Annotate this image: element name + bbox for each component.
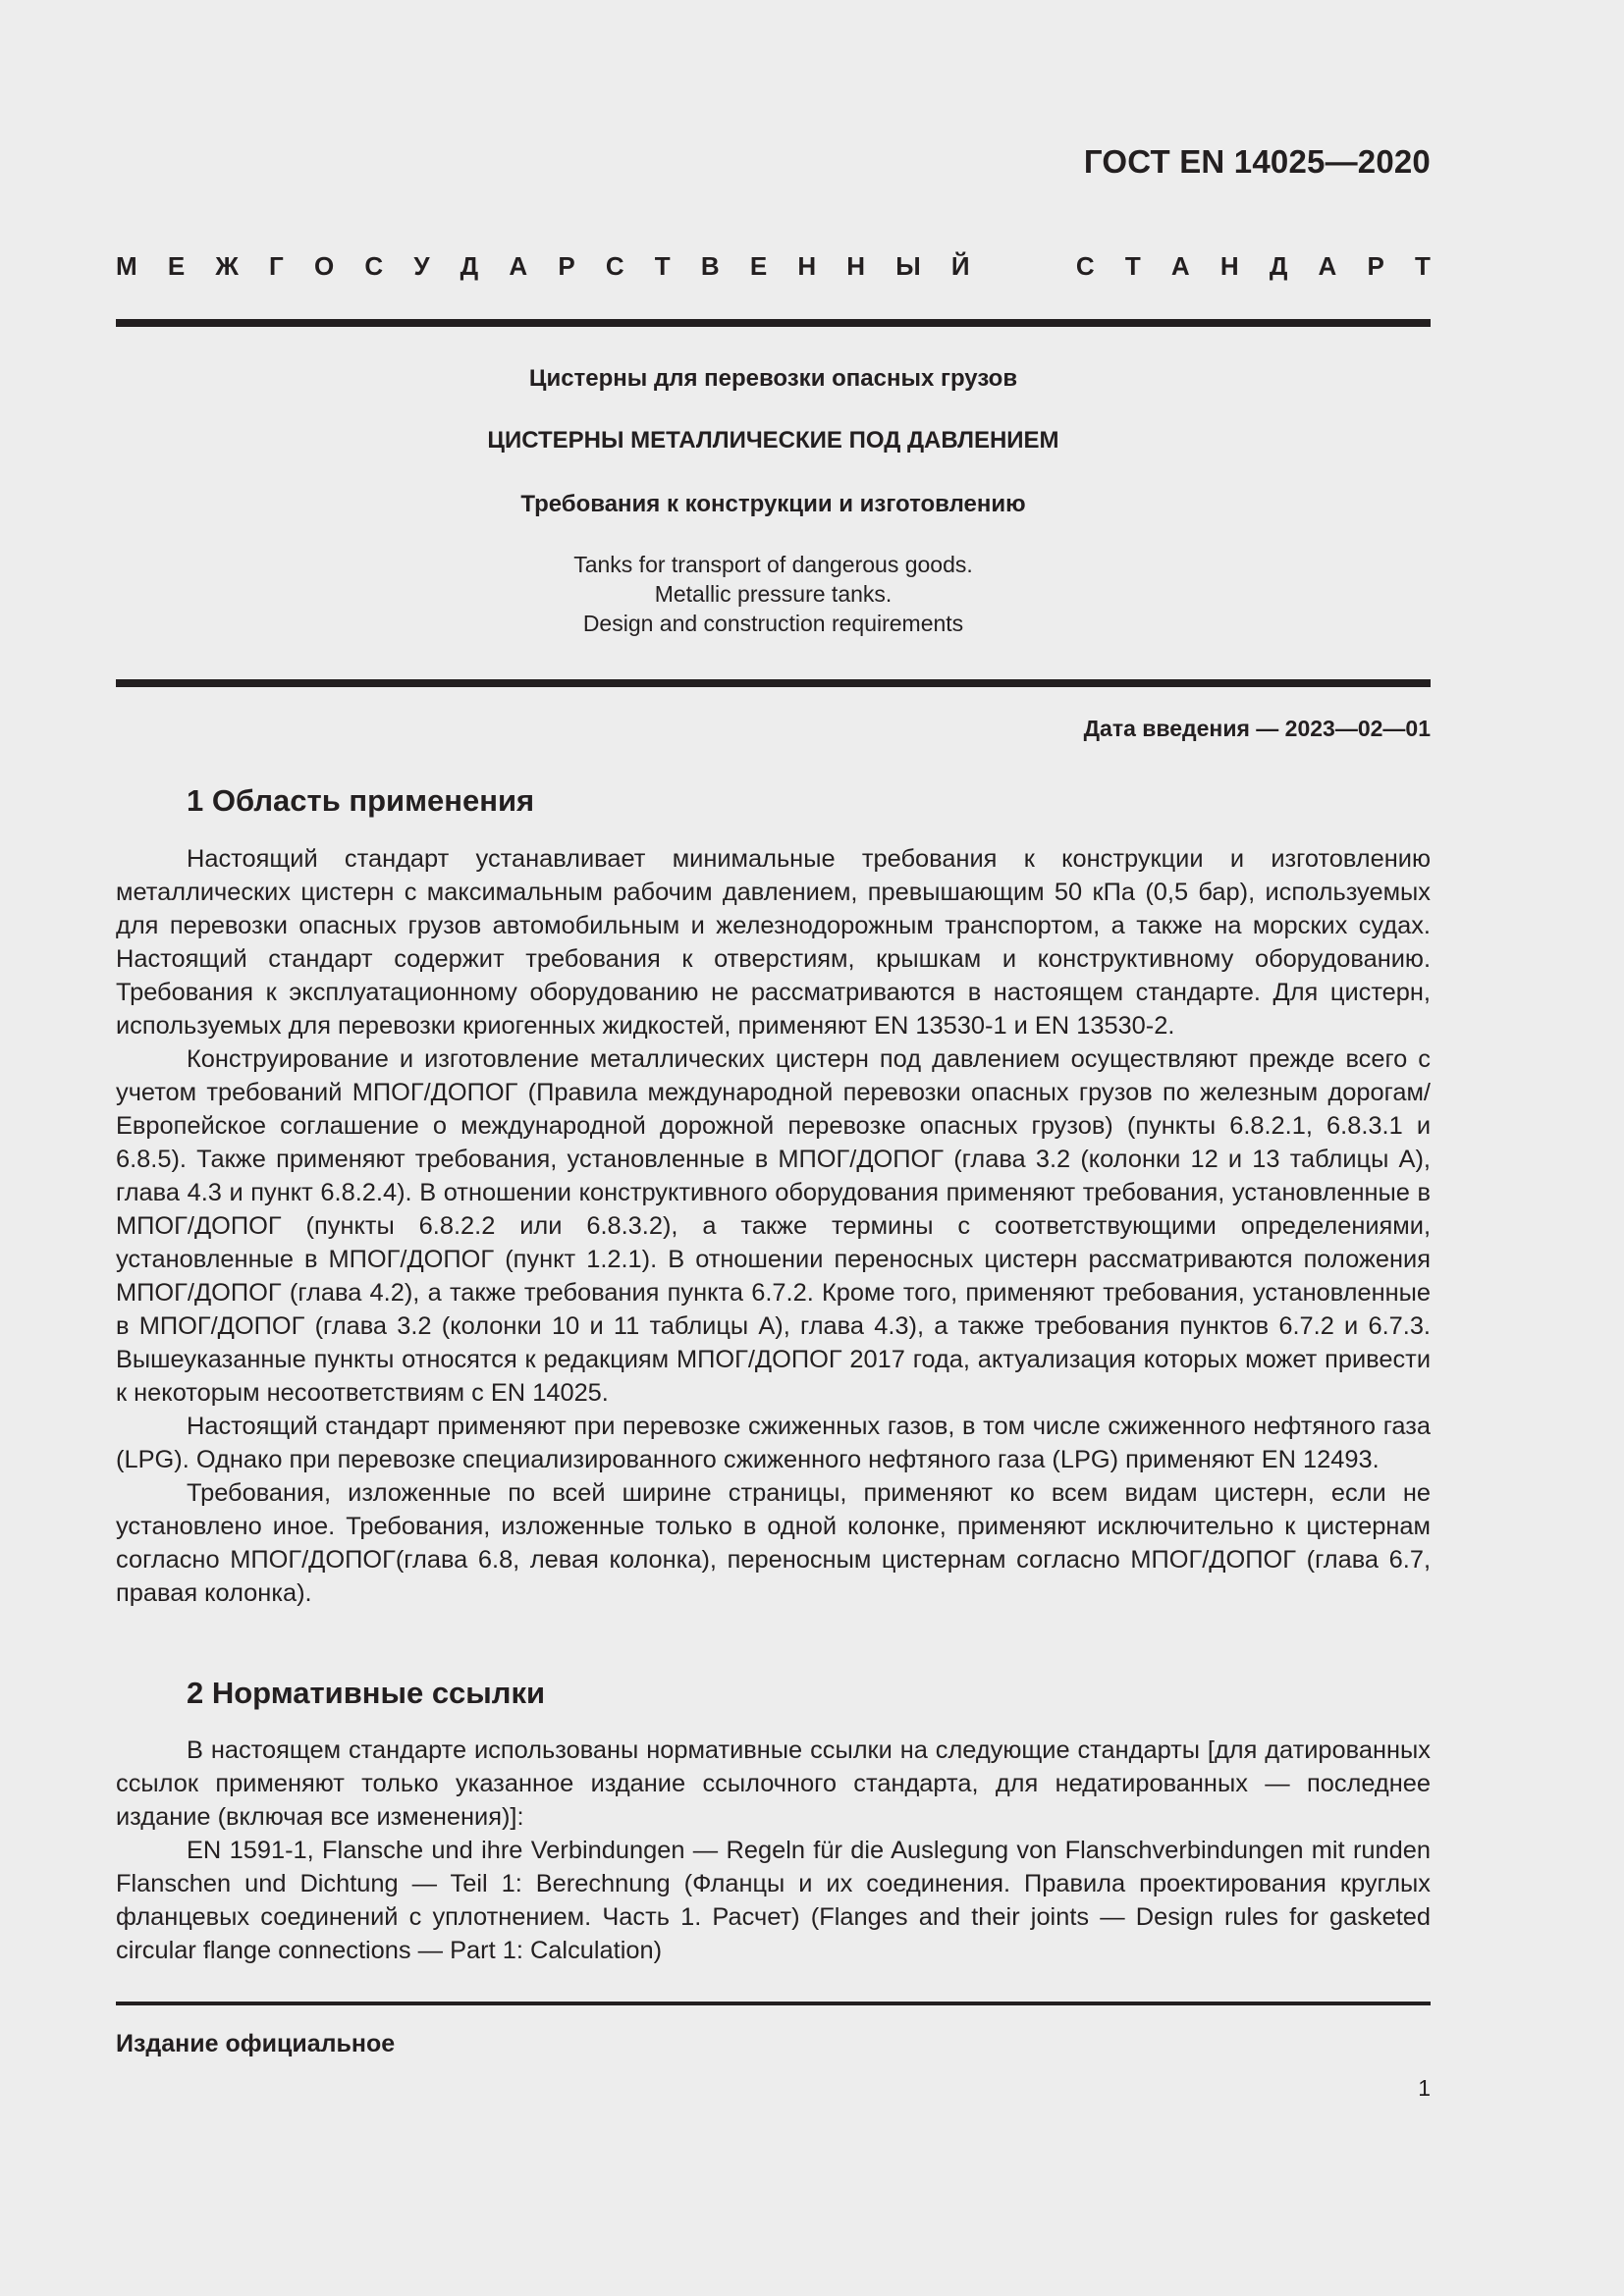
banner-letter: Н <box>846 251 866 281</box>
paragraph: В настоящем стандарте использованы нормативные ссылки на следующие стандарты [для датированных ссылок применяют только указанное издание ссылочного стандарта, для недатированных — последнее издание (включая все изменения)]: <box>116 1736 1431 1831</box>
section-1-body <box>116 842 1431 1610</box>
banner-letter: Р <box>1367 251 1384 281</box>
banner-letter: Е <box>749 251 768 281</box>
banner-letter: Г <box>269 251 284 281</box>
paragraph: Требования, изложенные по всей ширине страницы, применяют ко всем видам цистерн, если не установлено иное. Требования, изложенные только в одной колонке, применяют исключительно к цистернам согласно МПОГ/ДОПОГ(глава 6.8, левая колонка), переносным цистернам согласно МПОГ/ДОПОГ (глава 6.7, правая колонка). <box>116 1479 1431 1607</box>
footer-divider <box>116 2002 1431 2005</box>
paragraph: EN 1591-1, Flansche und ihre Verbindungen — Regeln für die Auslegung von Flanschverbindungen mit runden Flanschen und Dichtung — Teil 1: Berechnung (Фланцы и их соединения. Правила проектирования круглых фланцевых соединений с уплотнением. Часть 1. Расчет) (Flanges and their joints — Design rules for gasketed circular flange connections — Part 1: Calculation) <box>116 1837 1431 1964</box>
english-title-line-1: Tanks for transport of dangerous goods. <box>573 552 973 577</box>
paragraph: Настоящий стандарт применяют при перевозке сжиженных газов, в том числе сжиженного нефтяного газа (LPG). Однако при перевозке специализированного сжиженного нефтяного газа (LPG) применяют EN 12493. <box>116 1413 1431 1473</box>
banner-letter: Т <box>1124 251 1141 281</box>
banner-letter: Е <box>167 251 186 281</box>
banner-letter: Р <box>558 251 575 281</box>
banner-letter: У <box>413 251 430 281</box>
banner-letter: С <box>605 251 624 281</box>
banner-letter: А <box>1318 251 1337 281</box>
title-line-3: Требования к конструкции и изготовлению <box>520 491 1026 517</box>
banner-letter: Т <box>654 251 671 281</box>
banner-letter: В <box>700 251 720 281</box>
interstate-standard-banner <box>116 251 1431 282</box>
paragraph: Настоящий стандарт устанавливает минимальные требования к конструкции и изготовлению металлических цистерн с максимальным рабочим давлением, превышающим 50 кПа (0,5 бар), используемых для перевозки опасных грузов автомобильным и железнодорожным транспортом, а также на морских судах. Настоящий стандарт содержит требования к отверстиям, крышкам и конструктивному оборудованию. Требования к эксплуатационному оборудованию не рассматриваются в настоящем стандарте. Для цистерн, используемых для перевозки криогенных жидкостей, применяют EN 13530-1 и EN 13530-2. <box>116 845 1431 1040</box>
introduction-date: Дата введения — 2023—02—01 <box>1083 716 1431 741</box>
page-number: 1 <box>1418 2075 1431 2101</box>
document-page <box>116 0 1431 2296</box>
banner-letter: Д <box>460 251 479 281</box>
banner-letter: А <box>509 251 528 281</box>
english-title-line-2: Metallic pressure tanks. <box>654 581 893 607</box>
title-line-2: ЦИСТЕРНЫ МЕТАЛЛИЧЕСКИЕ ПОД ДАВЛЕНИЕМ <box>487 427 1059 454</box>
paragraph: Конструирование и изготовление металлических цистерн под давлением осуществляют прежде всего с учетом требований МПОГ/ДОПОГ (Правила международной перевозки опасных грузов по железным дорогам/Европейское соглашение о международной дорожной перевозке опасных грузов) (пункты 6.8.2.1, 6.8.3.1 и 6.8.5). Также применяют требования, установленные в МПОГ/ДОПОГ (глава 3.2 (колонки 12 и 13 таблицы А), глава 4.3 и пункт 6.8.2.4). В отношении конструктивного оборудования применяют требования, установленные в МПОГ/ДОПОГ (пункты 6.8.2.2 или 6.8.3.2), а также термины с соответствующими определениями, установленные в МПОГ/ДОПОГ (пункт 1.2.1). В отношении переносных цистерн рассматриваются положения МПОГ/ДОПОГ (глава 4.2), а также требования пункта 6.7.2. Кроме того, применяют требования, установленные в МПОГ/ДОПОГ (глава 3.2 (колонки 10 и 11 таблицы А), глава 4.3), а также требования пунктов 6.7.2 и 6.7.3. Вышеуказанные пункты относятся к редакциям МПОГ/ДОПОГ 2017 года, актуализация которых может привести к некоторым несоответствиям с EN 14025. <box>116 1045 1431 1407</box>
banner-letter: Ы <box>895 251 921 281</box>
official-edition-label: Издание официальное <box>116 2030 396 2057</box>
banner-letter: А <box>1170 251 1190 281</box>
english-title <box>116 550 1431 638</box>
banner-letter: Й <box>950 251 970 281</box>
banner-letter: Н <box>1219 251 1239 281</box>
section-1-heading: 1 Область применения <box>187 783 535 818</box>
banner-letter: С <box>364 251 384 281</box>
banner-letter: М <box>116 251 137 281</box>
english-title-line-3: Design and construction requirements <box>582 611 964 636</box>
banner-letter: О <box>313 251 335 281</box>
standard-number: ГОСТ EN 14025—2020 <box>1083 143 1431 180</box>
section-2-body <box>116 1734 1431 1967</box>
title-divider <box>116 679 1431 687</box>
header-divider <box>116 319 1431 327</box>
section-2-heading: 2 Нормативные ссылки <box>187 1676 546 1710</box>
banner-letter: Т <box>1415 251 1431 281</box>
banner-letter: Д <box>1269 251 1288 281</box>
banner-letter: С <box>1075 251 1095 281</box>
banner-word-gap <box>1001 251 1046 282</box>
title-line-1: Цистерны для перевозки опасных грузов <box>528 365 1018 392</box>
banner-letter: Н <box>797 251 817 281</box>
banner-letter: Ж <box>215 251 239 281</box>
